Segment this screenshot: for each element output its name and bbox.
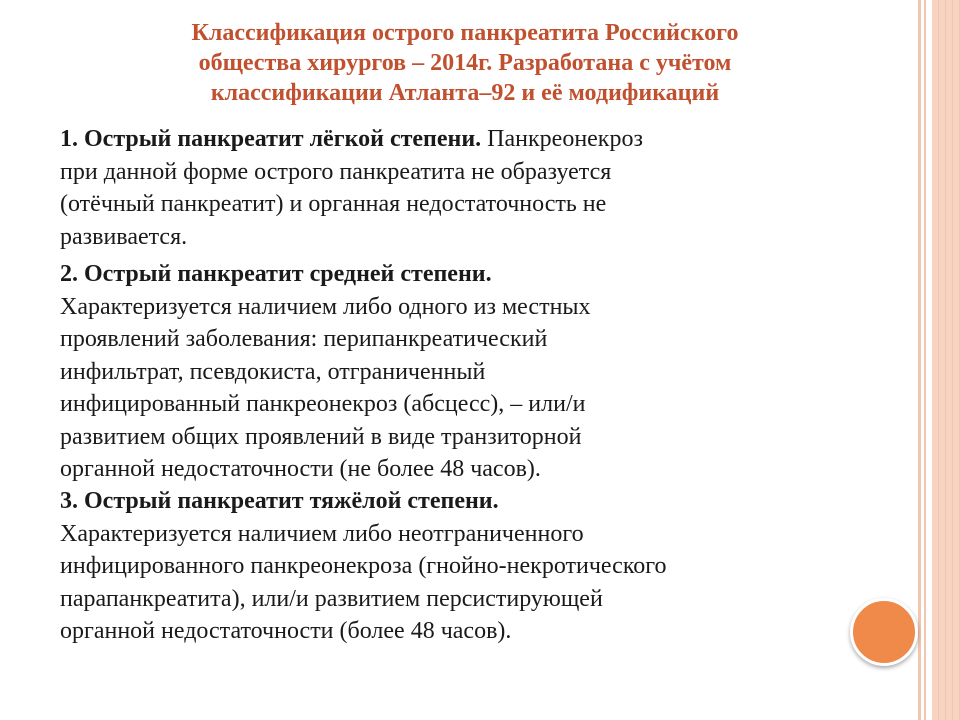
item-text: развивается. bbox=[60, 223, 188, 250]
title-line: классификации Атланта–92 и её модификаций bbox=[210, 80, 720, 106]
stripe bbox=[918, 0, 921, 720]
stripe bbox=[924, 0, 926, 720]
item-text: Характеризуется наличием либо одного из местных bbox=[60, 293, 591, 320]
item-text: (отёчный панкреатит) и органная недостаточность не bbox=[60, 191, 607, 217]
decorative-stripes bbox=[918, 0, 960, 720]
classification-item-severe bbox=[60, 485, 860, 648]
classification-item-moderate bbox=[60, 258, 860, 486]
item-text: органной недостаточности (не более 48 часов). bbox=[60, 456, 541, 482]
item-text: органной недостаточности (более 48 часов). bbox=[60, 618, 512, 644]
title-line: общества хирургов – 2014г. Разработана с учётом bbox=[198, 50, 732, 76]
slide-title bbox=[60, 18, 870, 108]
item-heading bbox=[60, 485, 860, 518]
item-text: парапанкреатита), или/и развитием персистирующей bbox=[60, 585, 603, 612]
item-text: Панкреонекроз bbox=[481, 126, 643, 152]
item-heading-text: 2. Острый панкреатит средней степени. bbox=[60, 261, 492, 287]
item-heading bbox=[60, 258, 860, 291]
item-line bbox=[60, 123, 860, 156]
item-text: Характеризуется наличием либо неотграниченного bbox=[60, 520, 584, 547]
stripe-texture bbox=[932, 0, 960, 720]
title-line: Классификация острого панкреатита Российского bbox=[191, 20, 739, 46]
item-text: инфицированный панкреонекроз (абсцесс), – или/и bbox=[60, 391, 586, 417]
item-text: инфильтрат, псевдокиста, отграниченный bbox=[60, 358, 486, 385]
item-heading-text: 3. Острый панкреатит тяжёлой степени. bbox=[60, 488, 499, 514]
item-text: при данной форме острого панкреатита не образуется bbox=[60, 158, 612, 185]
item-text: проявлений заболевания: перипанкреатический bbox=[60, 326, 548, 352]
item-text: инфицированного панкреонекроза (гнойно-некротического bbox=[60, 553, 667, 579]
item-text: развитием общих проявлений в виде транзиторной bbox=[60, 423, 582, 450]
orange-circle-decoration bbox=[850, 598, 918, 666]
item-heading: 1. Острый панкреатит лёгкой степени. bbox=[60, 126, 482, 152]
classification-item-mild bbox=[60, 123, 860, 253]
